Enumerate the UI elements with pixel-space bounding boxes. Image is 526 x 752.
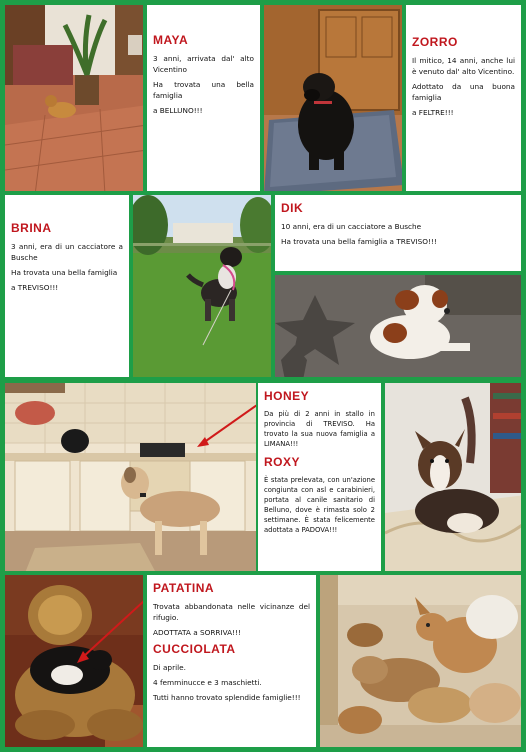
cucciolata-photo <box>318 573 523 749</box>
maya-text-3: a BELLUNO!!! <box>153 106 203 115</box>
zorro-text-1: Il mitico, 14 anni, anche lui è venuto dal' alto Vicentino. <box>412 56 515 76</box>
honey-name: HONEY <box>264 389 310 403</box>
patatina-cucciolata-panel <box>145 573 318 749</box>
roxy-text: È stata prelevata, con un'azione congiunta con asl e carabinieri, portata al canile sanitario di Belluno, dove è rimasta solo 2 settimane. È stata felicemente adottata a PADOVA!!! <box>264 476 375 534</box>
dik-text-1: 10 anni, era di un cacciatore a Busche <box>281 222 422 231</box>
zorro-panel <box>404 3 523 193</box>
zorro-photo <box>262 3 404 193</box>
honey-roxy-panel <box>256 381 383 573</box>
brina-panel <box>3 193 131 379</box>
brina-text-2: Ha trovata una bella famiglia <box>11 268 118 277</box>
zorro-name: ZORRO <box>412 35 458 49</box>
cucciolata-name: CUCCIOLATA <box>153 642 236 656</box>
patatina-text-1: Trovata abbandonata nelle vicinanze del rifugio. <box>153 602 310 622</box>
cucciolata-text-1: Di aprile. <box>153 663 186 672</box>
honey-photo <box>3 381 258 573</box>
maya-text-2: Ha trovata una bella famiglia <box>153 80 254 100</box>
patatina-text-2: ADOTTATA a SORRIVA!!! <box>153 628 241 637</box>
brina-photo <box>131 193 273 379</box>
patatina-photo <box>3 573 145 749</box>
honey-text: Da più di 2 anni in stallo in provincia di TREVISO. Ha trovato la sua nuova famiglia a LIMANA!!! <box>264 410 375 448</box>
dik-panel <box>273 193 523 273</box>
roxy-name: ROXY <box>264 455 301 469</box>
maya-panel <box>145 3 262 193</box>
cucciolata-text-3: Tutti hanno trovato splendide famiglie!!! <box>153 693 301 702</box>
zorro-text-3: a FELTRE!!! <box>412 108 454 117</box>
maya-name: MAYA <box>153 33 189 47</box>
dik-text-2: Ha trovata una bella famiglia a TREVISO!!! <box>281 237 437 246</box>
zorro-text-2: Adottato da una buona famiglia <box>412 82 515 102</box>
maya-text-1: 3 anni, arrivata dal' alto Vicentino <box>153 54 254 74</box>
cucciolata-text-2: 4 femminucce e 3 maschietti. <box>153 678 262 687</box>
dik-name: DIK <box>281 201 304 215</box>
brina-name: BRINA <box>11 221 52 235</box>
patatina-name: PATATINA <box>153 581 215 595</box>
roxy-photo <box>383 381 523 573</box>
dik-photo <box>273 273 523 379</box>
brina-text-3: a TREVISO!!! <box>11 283 59 292</box>
maya-photo <box>3 3 145 193</box>
brina-text-1: 3 anni, era di un cacciatore a Busche <box>11 242 123 262</box>
